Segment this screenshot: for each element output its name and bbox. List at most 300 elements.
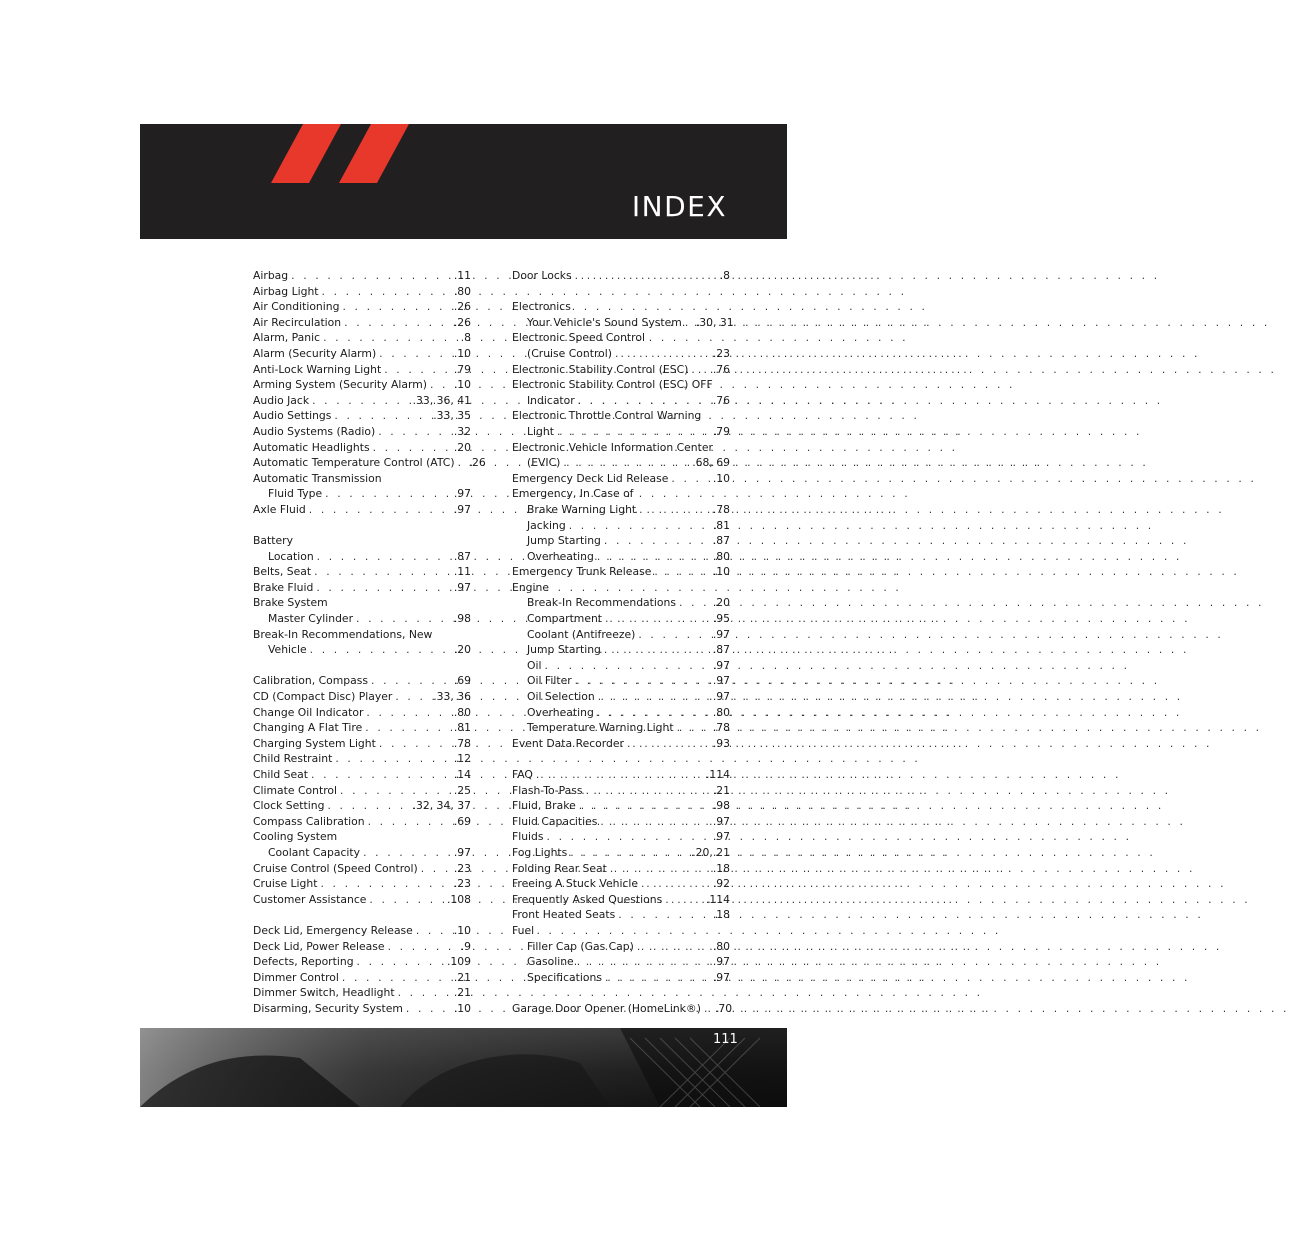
- index-term: Disarming, Security System: [253, 1001, 403, 1015]
- index-term: Anti-Lock Warning Light: [253, 362, 382, 376]
- index-entry: [253, 751, 471, 767]
- index-page-ref: .33, 36, 41: [412, 393, 471, 407]
- index-entry: [253, 923, 471, 939]
- index-page-ref: .18: [712, 861, 730, 875]
- index-entry: [253, 315, 471, 331]
- index-page-ref: .20, 21: [692, 845, 730, 859]
- index-entry: [512, 408, 730, 424]
- index-term: Alarm (Security Alarm): [253, 346, 377, 360]
- index-entry: [512, 923, 730, 939]
- index-term: Emergency Deck Lid Release: [512, 471, 669, 485]
- index-term: Temperature Warning Light: [527, 721, 674, 735]
- index-term: Belts, Seat: [253, 565, 312, 579]
- index-column-left: [253, 268, 486, 1017]
- index-term: Break-In Recommendations: [527, 596, 676, 610]
- dot-leader: [375, 424, 454, 440]
- dot-leader: [370, 440, 454, 456]
- index-page-ref: .23: [712, 346, 730, 360]
- index-page-ref: .97: [712, 627, 730, 641]
- index-term: Audio Systems (Radio): [253, 424, 376, 438]
- footer-interior-photo: [140, 1028, 787, 1107]
- index-term: Compartment: [527, 612, 603, 626]
- index-term: FAQ: [512, 768, 533, 781]
- index-entry: [253, 970, 471, 986]
- dot-leader: [560, 455, 692, 471]
- index-subentry: [512, 502, 730, 518]
- dot-leader: [636, 502, 713, 518]
- dot-leader: [322, 486, 454, 502]
- index-page-ref: .79: [453, 362, 471, 376]
- index-entry: [253, 284, 471, 300]
- index-entry: [253, 471, 471, 487]
- dot-leader: [615, 907, 713, 923]
- index-term: Engine: [512, 580, 550, 594]
- dot-leader: [308, 767, 454, 783]
- index-term: Charging System Light: [253, 736, 376, 750]
- index-page-ref: .78: [712, 721, 730, 735]
- index-term: Oil Filter: [527, 674, 572, 688]
- index-term: Vehicle: [268, 643, 307, 657]
- index-entry: [512, 829, 730, 845]
- dot-leader: [427, 377, 454, 393]
- dot-leader: [554, 424, 713, 440]
- index-term: Axle Fluid: [253, 502, 306, 516]
- index-page-ref: .26: [453, 300, 471, 314]
- index-entry: [253, 673, 471, 689]
- index-page-ref: .33, 36: [433, 690, 471, 704]
- index-spacer: [512, 985, 730, 1001]
- index-page-ref: .21: [712, 783, 730, 797]
- index-spacer: [253, 658, 471, 674]
- index-subentry: [512, 455, 730, 471]
- page-number: 111: [713, 1032, 738, 1047]
- index-entry: [253, 861, 471, 877]
- index-subentry: [512, 393, 730, 409]
- dot-leader: [601, 533, 713, 549]
- index-subentry: [512, 595, 730, 611]
- index-entry: [512, 330, 730, 346]
- dot-leader: [576, 798, 713, 814]
- dot-leader: [674, 720, 713, 736]
- index-term: Event Data Recorder: [512, 736, 624, 750]
- dot-leader: [602, 970, 713, 986]
- index-entry: [512, 486, 730, 502]
- index-term: Calibration, Compass: [253, 674, 368, 688]
- index-term: Oil: [527, 658, 542, 672]
- dot-leader: [319, 284, 454, 300]
- index-subentry: [512, 689, 730, 705]
- index-term: Front Heated Seats: [512, 908, 616, 922]
- dot-leader: [676, 595, 713, 611]
- index-subentry: [512, 549, 730, 565]
- dot-leader: [567, 845, 692, 861]
- index-spacer: [512, 284, 730, 300]
- index-entry: [512, 876, 730, 892]
- dot-leader: [324, 798, 412, 814]
- index-page-ref: .97: [453, 487, 471, 501]
- index-page-ref: .80: [453, 705, 471, 719]
- index-page-ref: .14: [453, 768, 471, 781]
- index-term: (Cruise Control): [527, 346, 612, 360]
- index-page-ref: .93: [712, 736, 730, 750]
- index-subentry: [512, 705, 730, 721]
- index-page-ref: .12: [453, 752, 471, 766]
- index-page-ref: .80: [712, 705, 730, 719]
- index-term: Master Cylinder: [268, 612, 354, 626]
- dot-leader: [595, 689, 713, 705]
- index-term: Changing A Flat Tire: [253, 721, 363, 735]
- index-subentry: [253, 549, 471, 565]
- index-page-ref: .9: [460, 939, 471, 953]
- index-subentry: [512, 518, 730, 534]
- index-subentry: [512, 611, 730, 627]
- index-term: Audio Jack: [253, 393, 310, 407]
- index-page-ref: .18: [712, 908, 730, 922]
- index-entry: [253, 362, 471, 378]
- index-term: Coolant (Antifreeze): [527, 627, 636, 641]
- index-term: Automatic Transmission: [253, 471, 382, 485]
- index-page-ref: .80: [712, 939, 730, 953]
- index-entry: [253, 783, 471, 799]
- index-term: Garage Door Opener (HomeLink®): [512, 1001, 701, 1015]
- index-page-ref: .8: [719, 269, 730, 282]
- index-entry: [253, 767, 471, 783]
- index-term: CD (Compact Disc) Player: [253, 690, 393, 704]
- index-page-ref: .114: [705, 892, 730, 906]
- index-entry: [253, 876, 471, 892]
- index-column-right: [512, 268, 734, 1017]
- index-page-ref: .78: [712, 502, 730, 516]
- index-term: Electronic Throttle Control Warning: [512, 409, 702, 423]
- index-entry: [253, 814, 471, 830]
- index-subentry: [253, 486, 471, 502]
- dot-leader: [682, 315, 696, 331]
- index-term: Battery: [253, 534, 293, 548]
- index-term: Brake Fluid: [253, 580, 314, 594]
- dot-leader: [337, 783, 454, 799]
- index-header-banner: [140, 124, 787, 239]
- index-page-ref: .69: [453, 674, 471, 688]
- index-page-ref: .26: [468, 456, 486, 470]
- index-page-ref: .10: [453, 923, 471, 937]
- index-entry: [253, 440, 471, 456]
- dot-leader: [307, 642, 454, 658]
- index-page-ref: .97: [712, 970, 730, 984]
- index-page-ref: .20: [453, 643, 471, 657]
- dot-leader: [662, 892, 706, 908]
- index-term: Break-In Recommendations, New: [253, 627, 433, 641]
- index-page-ref: .23: [453, 877, 471, 891]
- index-term: Jump Starting: [527, 643, 601, 657]
- index-term: Light: [527, 424, 554, 438]
- dot-leader: [381, 362, 454, 378]
- index-term: Fuel: [512, 923, 535, 937]
- index-entry: [253, 595, 471, 611]
- index-entry: [253, 689, 471, 705]
- dot-leader: [602, 611, 713, 627]
- dot-leader: [418, 861, 454, 877]
- index-page-ref: .97: [712, 955, 730, 969]
- index-entry: [512, 892, 730, 908]
- index-entry: [512, 783, 730, 799]
- index-subentry: [512, 673, 730, 689]
- dot-leader: [566, 518, 713, 534]
- dot-leader: [607, 861, 713, 877]
- index-page-ref: .108: [446, 892, 471, 906]
- dot-leader: [594, 549, 713, 565]
- dot-leader: [597, 814, 712, 830]
- stripe-right: [339, 124, 409, 183]
- index-page-ref: .92: [712, 877, 730, 891]
- index-page-ref: .11: [453, 565, 471, 579]
- dot-leader: [332, 751, 454, 767]
- index-term: Arming System (Security Alarm): [253, 378, 427, 392]
- index-entry: [512, 861, 730, 877]
- index-subentry: [512, 720, 730, 736]
- index-term: Fluids: [512, 830, 544, 844]
- index-term: Change Oil Indicator: [253, 705, 364, 719]
- index-page-ref: .10: [453, 378, 471, 392]
- index-term: Folding Rear Seat: [512, 861, 607, 875]
- index-entry: [512, 736, 730, 752]
- index-term: Dimmer Control: [253, 970, 339, 984]
- index-term: Electronic Speed Control: [512, 331, 645, 345]
- page-title: INDEX: [631, 190, 727, 223]
- index-term: Indicator: [527, 393, 575, 407]
- index-spacer: [253, 518, 471, 534]
- index-entry: [253, 736, 471, 752]
- dot-leader: [360, 845, 454, 861]
- dot-leader: [542, 658, 713, 674]
- dot-leader: [339, 299, 453, 315]
- index-subentry: [512, 658, 730, 674]
- index-page-ref: .21: [453, 970, 471, 984]
- index-entry: [253, 393, 471, 409]
- index-page-ref: .76: [712, 362, 730, 376]
- index-term: Flash-To-Pass: [512, 783, 583, 797]
- dot-leader: [362, 720, 454, 736]
- index-term: Jacking: [527, 518, 566, 532]
- dot-leader: [403, 1001, 454, 1017]
- index-page-ref: .109: [446, 955, 471, 969]
- index-page-ref: .114: [705, 768, 730, 781]
- index-term: Overheating: [527, 549, 594, 563]
- index-entry: [253, 705, 471, 721]
- dot-leader: [366, 892, 447, 908]
- index-entry: [512, 798, 730, 814]
- dot-leader: [339, 970, 454, 986]
- index-term: Climate Control: [253, 783, 338, 797]
- index-page-ref: .97: [712, 814, 730, 828]
- index-term: Cooling System: [253, 830, 338, 844]
- dot-leader: [701, 1001, 715, 1017]
- dot-leader: [572, 673, 713, 689]
- index-term: Brake System: [253, 596, 328, 610]
- index-page-ref: .32: [453, 424, 471, 438]
- index-term: Electronic Vehicle Information Center: [512, 440, 713, 454]
- index-entry: [512, 299, 730, 315]
- footer-photo-band: [140, 1028, 787, 1107]
- index-term: Cruise Control (Speed Control): [253, 861, 418, 875]
- index-page-ref: .30, 31: [695, 315, 734, 329]
- dot-leader: [306, 502, 454, 518]
- index-entry: [512, 564, 730, 580]
- index-entry: [512, 471, 730, 487]
- index-term: Audio Settings: [253, 409, 332, 423]
- index-term: Specifications: [527, 970, 602, 984]
- index-entry: [253, 299, 471, 315]
- dot-leader: [594, 705, 713, 721]
- index-term: Child Restraint: [253, 752, 333, 766]
- dot-leader: [455, 455, 469, 471]
- index-entry: [253, 346, 471, 362]
- index-entry: [512, 580, 730, 596]
- dot-leader: [624, 736, 713, 752]
- dot-leader: [612, 346, 713, 362]
- index-page-ref: .33, 35: [433, 409, 471, 423]
- index-page-ref: .97: [712, 658, 730, 672]
- dot-leader: [376, 736, 454, 752]
- index-subentry: [253, 642, 471, 658]
- index-page-ref: .87: [712, 643, 730, 657]
- index-entry: [253, 580, 471, 596]
- index-term: Fluid Type: [268, 487, 323, 501]
- dot-leader: [392, 689, 433, 705]
- index-page-ref: .87: [453, 549, 471, 563]
- index-page-ref: .97: [712, 674, 730, 688]
- index-term: Automatic Headlights: [253, 440, 370, 454]
- dot-leader: [353, 611, 454, 627]
- index-term: Overheating: [527, 705, 594, 719]
- index-page-ref: .97: [712, 690, 730, 704]
- index-term: Frequently Asked Questions: [512, 892, 663, 906]
- index-page-ref: .81: [712, 518, 730, 532]
- index-page-ref: .10: [453, 346, 471, 360]
- index-page-ref: .25: [453, 783, 471, 797]
- dot-leader: [635, 627, 712, 643]
- dot-leader: [601, 642, 713, 658]
- index-term: Brake Warning Light: [527, 502, 637, 516]
- index-entry: [253, 330, 471, 346]
- index-entry: [512, 440, 730, 456]
- dot-leader: [317, 876, 453, 892]
- index-subentry: [512, 642, 730, 658]
- index-page-ref: .23: [453, 861, 471, 875]
- index-subentry: [253, 611, 471, 627]
- index-entry: [512, 1001, 733, 1017]
- dot-leader: [313, 580, 454, 596]
- stripe-left: [271, 124, 341, 183]
- index-entry: [512, 907, 730, 923]
- index-entry: [253, 798, 471, 814]
- index-term: Deck Lid, Emergency Release: [253, 923, 413, 937]
- dot-leader: [288, 268, 454, 284]
- index-page-ref: .78: [453, 736, 471, 750]
- index-page-ref: .10: [712, 471, 730, 485]
- index-term: (EVIC): [527, 456, 561, 470]
- index-page-ref: .87: [712, 534, 730, 548]
- index-term: Gasoline: [527, 955, 574, 969]
- index-term: Airbag: [253, 269, 289, 282]
- index-spacer: [253, 907, 471, 923]
- index-page-ref: .20: [712, 596, 730, 610]
- index-term: Fog Lights: [512, 845, 568, 859]
- index-entry: [253, 627, 471, 643]
- index-page-ref: .69: [453, 814, 471, 828]
- index-entry: [253, 954, 471, 970]
- index-term: Location: [268, 549, 314, 563]
- dot-leader: [395, 985, 454, 1001]
- dot-leader: [638, 876, 713, 892]
- index-page-ref: .11: [453, 269, 471, 282]
- index-term: Electronic Stability Control (ESC) OFF: [512, 378, 713, 392]
- dot-leader: [309, 393, 413, 409]
- dot-leader: [365, 814, 454, 830]
- index-term: Airbag Light: [253, 284, 319, 298]
- dot-leader: [368, 673, 454, 689]
- index-term: Oil Selection: [527, 690, 595, 704]
- index-entry: [253, 455, 486, 471]
- index-page-ref: .98: [453, 612, 471, 626]
- index-term: Emergency Trunk Release: [512, 565, 652, 579]
- index-page-ref: .79: [712, 424, 730, 438]
- index-term: Cruise Light: [253, 877, 318, 891]
- dot-leader: [341, 315, 454, 331]
- index-entry: [253, 564, 471, 580]
- index-entry: [512, 814, 730, 830]
- index-entry: [253, 1001, 471, 1017]
- index-entry: [253, 268, 471, 284]
- dot-leader: [354, 954, 447, 970]
- index-term: Door Locks: [512, 269, 572, 282]
- index-term: Coolant Capacity: [268, 845, 361, 859]
- index-subentry: [512, 424, 730, 440]
- index-page-ref: .21: [453, 986, 471, 1000]
- index-term: Electronic Stability Control (ESC): [512, 362, 689, 376]
- index-page-ref: .97: [453, 502, 471, 516]
- dot-leader: [533, 767, 706, 783]
- index-subentry: [512, 954, 730, 970]
- index-page-ref: .10: [453, 1001, 471, 1015]
- index-term: Clock Setting: [253, 799, 325, 813]
- index-subentry: [512, 939, 730, 955]
- index-term: Your Vehicle's Sound System: [527, 315, 682, 329]
- index-entry: [253, 720, 471, 736]
- index-page-ref: .20: [453, 440, 471, 454]
- index-page-ref: .32, 34, 37: [412, 799, 471, 813]
- index-subentry: [512, 627, 730, 643]
- index-subentry: [512, 315, 734, 331]
- index-entry: [253, 533, 471, 549]
- index-term: Emergency, In Case of: [512, 487, 634, 501]
- dot-leader: [320, 330, 461, 346]
- index-entry: [512, 767, 730, 783]
- index-term: Air Recirculation: [253, 315, 342, 329]
- index-page-ref: .76: [712, 393, 730, 407]
- index-term: Compass Calibration: [253, 814, 365, 828]
- index-term: Fluid, Brake: [512, 799, 576, 813]
- index-entry: [512, 268, 730, 284]
- dot-leader: [385, 939, 461, 955]
- index-entry: [253, 985, 471, 1001]
- index-page-ref: .80: [453, 284, 471, 298]
- index-entry: [253, 939, 471, 955]
- index-page-ref: .98: [712, 799, 730, 813]
- index-subentry: [253, 845, 471, 861]
- index-page-ref: .26: [453, 315, 471, 329]
- index-page-ref: .81: [453, 721, 471, 735]
- index-term: Freeing A Stuck Vehicle: [512, 877, 639, 891]
